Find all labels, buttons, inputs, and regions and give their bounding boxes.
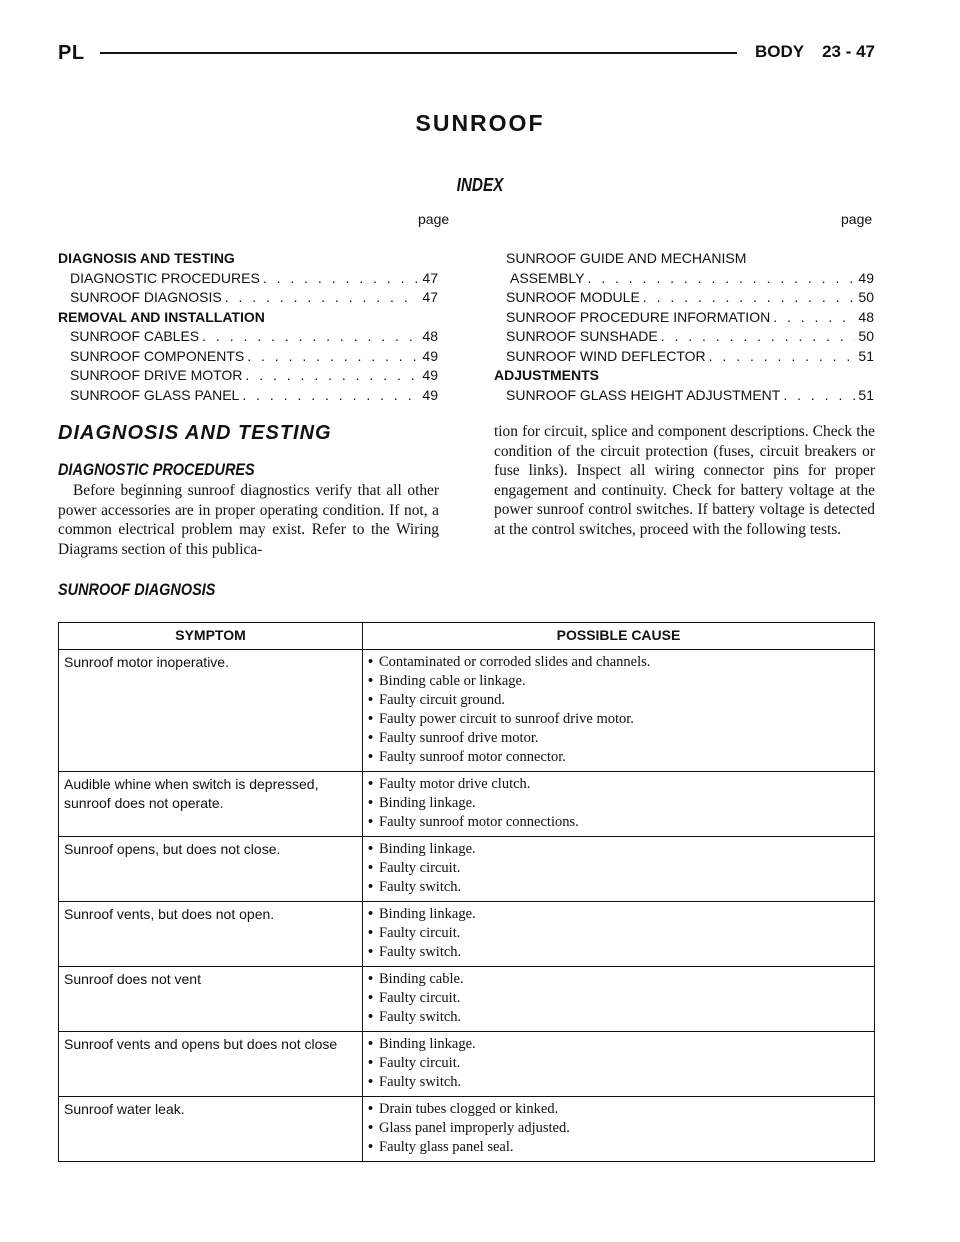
dot-leader: [202, 327, 419, 347]
index-entry: [58, 288, 438, 308]
cause-item: • Faulty circuit.: [368, 859, 869, 878]
index-entry-page: 50: [858, 328, 874, 344]
cause-cell: [363, 772, 875, 837]
manual-code: PL: [58, 42, 85, 64]
table-header-row: [59, 623, 875, 650]
index-entry-page: 48: [858, 308, 874, 325]
symptom-cell: Sunroof does not vent: [59, 967, 363, 1032]
symptom-cell: Sunroof motor inoperative.: [59, 650, 363, 772]
index-section-heading: REMOVAL AND INSTALLATION: [58, 308, 265, 325]
page-number: 23 - 47: [822, 42, 875, 61]
index-page-label-right: page: [841, 211, 873, 227]
cause-item: • Faulty sunroof motor connections.: [368, 813, 869, 832]
sunroof-diagnosis-heading: SUNROOF DIAGNOSIS: [58, 580, 216, 599]
section-heading: DIAGNOSIS AND TESTING: [58, 422, 332, 444]
index-page-label-left: page: [418, 211, 450, 227]
symptom-cell: Sunroof water leak.: [59, 1097, 363, 1162]
index-entry-label: SUNROOF DIAGNOSIS: [70, 289, 222, 305]
cause-item: • Faulty circuit.: [368, 989, 869, 1008]
cause-item: • Binding linkage.: [368, 1035, 869, 1054]
cause-item: • Faulty switch.: [368, 1073, 869, 1092]
table-row: [59, 902, 875, 967]
index-section-heading: DIAGNOSIS AND TESTING: [58, 250, 235, 266]
cause-cell: [363, 650, 875, 772]
section-name: BODY: [754, 42, 805, 61]
index-entry-label: DIAGNOSTIC PROCEDURES: [70, 269, 260, 286]
cause-item: • Faulty circuit.: [368, 924, 869, 943]
table-row: [59, 650, 875, 772]
index-entry-label: ASSEMBLY: [510, 269, 585, 286]
cause-item: • Faulty sunroof motor connector.: [368, 748, 869, 767]
index-entry-label: SUNROOF GUIDE AND MECHANISM: [506, 250, 747, 266]
table-row: [59, 837, 875, 902]
index-entry: [58, 366, 438, 386]
cause-item: • Faulty power circuit to sunroof drive motor.: [368, 710, 869, 729]
cause-cell: [363, 1097, 875, 1162]
index-entry-page: 49: [422, 367, 438, 383]
dot-leader: [245, 366, 419, 386]
index-entry: [494, 288, 874, 308]
index-entry-page: 49: [422, 347, 438, 364]
index-entry-label: SUNROOF COMPONENTS: [70, 347, 245, 364]
cause-item: • Drain tubes clogged or kinked.: [368, 1100, 869, 1119]
dot-leader: [643, 288, 856, 308]
cause-item: • Faulty glass panel seal.: [368, 1138, 869, 1157]
cause-item: • Contaminated or corroded slides and channels.: [368, 653, 869, 672]
cause-item: • Faulty switch.: [368, 1008, 869, 1027]
cause-cell: [363, 902, 875, 967]
index-heading: INDEX: [456, 175, 504, 195]
table-row: [59, 1097, 875, 1162]
index-entry-label: SUNROOF WIND DEFLECTOR: [506, 347, 706, 364]
index-entry-page: 49: [422, 386, 438, 403]
symptom-cell: Audible whine when switch is depressed, sunroof does not operate.: [59, 772, 363, 837]
index-entry-page: 51: [858, 347, 874, 364]
index-entry-label: SUNROOF CABLES: [70, 328, 200, 344]
index-entry-page: 47: [422, 289, 438, 305]
header-rule: [100, 52, 737, 54]
index-entry: [494, 269, 874, 289]
index-entry-label: SUNROOF DRIVE MOTOR: [70, 367, 243, 383]
page-title: SUNROOF: [415, 110, 545, 136]
index-entry: [494, 308, 874, 328]
cause-cell: [363, 837, 875, 902]
diagnosis-table: [58, 622, 875, 1162]
index-entry: [58, 347, 438, 367]
header-right: [755, 42, 875, 62]
index-section-heading: ADJUSTMENTS: [494, 367, 600, 383]
index-entry-page: 51: [858, 386, 874, 403]
index-entry-label: SUNROOF PROCEDURE INFORMATION: [506, 308, 771, 325]
index-entry: [58, 269, 438, 289]
symptom-column-header: SYMPTOM: [59, 623, 363, 650]
index-entry: [58, 386, 438, 406]
dot-leader: [783, 386, 855, 406]
cause-item: • Faulty switch.: [368, 878, 869, 897]
cause-item: • Faulty switch.: [368, 943, 869, 962]
cause-item: • Binding cable or linkage.: [368, 672, 869, 691]
diagnostic-procedures-text-right: tion for circuit, splice and component descriptions. Check the condition of the circuit protection (fuses, circuit breakers or fuse links). Inspect all wiring connector pins for proper engagement and continuity. Check for battery voltage at the power sunroof control switches. If battery voltage is detected at the control switches, proceed with the following tests.: [494, 423, 875, 538]
dot-leader: [225, 288, 420, 308]
cause-item: • Faulty sunroof drive motor.: [368, 729, 869, 748]
index-entry-page: 50: [858, 289, 874, 305]
table-row: [59, 1032, 875, 1097]
symptom-cell: Sunroof opens, but does not close.: [59, 837, 363, 902]
cause-item: • Binding linkage.: [368, 905, 869, 924]
dot-leader: [709, 347, 856, 367]
index-entry: [494, 347, 874, 367]
index-entry: [494, 386, 874, 406]
dot-leader: [661, 327, 856, 347]
cause-item: • Binding linkage.: [368, 840, 869, 859]
dot-leader: [587, 269, 855, 289]
index-entry-page: 49: [858, 269, 874, 286]
page-header: [58, 42, 875, 68]
index-entry-label: SUNROOF GLASS HEIGHT ADJUSTMENT: [506, 386, 781, 403]
cause-item: • Binding cable.: [368, 970, 869, 989]
index-entry-label: SUNROOF SUNSHADE: [506, 328, 658, 344]
cause-item: • Binding linkage.: [368, 794, 869, 813]
index-right-column: [494, 249, 874, 405]
dot-leader: [242, 386, 419, 406]
cause-cell: [363, 967, 875, 1032]
diagnostic-procedures-heading: DIAGNOSTIC PROCEDURES: [58, 460, 255, 479]
cause-item: • Faulty circuit ground.: [368, 691, 869, 710]
cause-item: • Faulty motor drive clutch.: [368, 775, 869, 794]
table-row: [59, 967, 875, 1032]
index-entry: [58, 327, 438, 347]
symptom-cell: Sunroof vents, but does not open.: [59, 902, 363, 967]
dot-leader: [263, 269, 420, 289]
dot-leader: [773, 308, 855, 328]
cause-item: • Glass panel improperly adjusted.: [368, 1119, 869, 1138]
cause-column-header: POSSIBLE CAUSE: [363, 623, 875, 650]
index-entry: [494, 327, 874, 347]
cause-item: • Faulty circuit.: [368, 1054, 869, 1073]
index-entry-page: 48: [422, 328, 438, 344]
cause-cell: [363, 1032, 875, 1097]
index-entry-label: SUNROOF GLASS PANEL: [70, 386, 240, 403]
index-entry-label: SUNROOF MODULE: [506, 289, 640, 305]
index-entry-page: 47: [422, 269, 438, 286]
diagnostic-procedures-text-left: Before beginning sunroof diagnostics verify that all other power accessories are in proper operating condition. If not, a common electrical problem may exist. Refer to the Wiring Diagrams section of this publica-: [58, 482, 439, 558]
index-left-column: [58, 249, 438, 405]
dot-leader: [247, 347, 419, 367]
symptom-cell: Sunroof vents and opens but does not close: [59, 1032, 363, 1097]
table-row: [59, 772, 875, 837]
